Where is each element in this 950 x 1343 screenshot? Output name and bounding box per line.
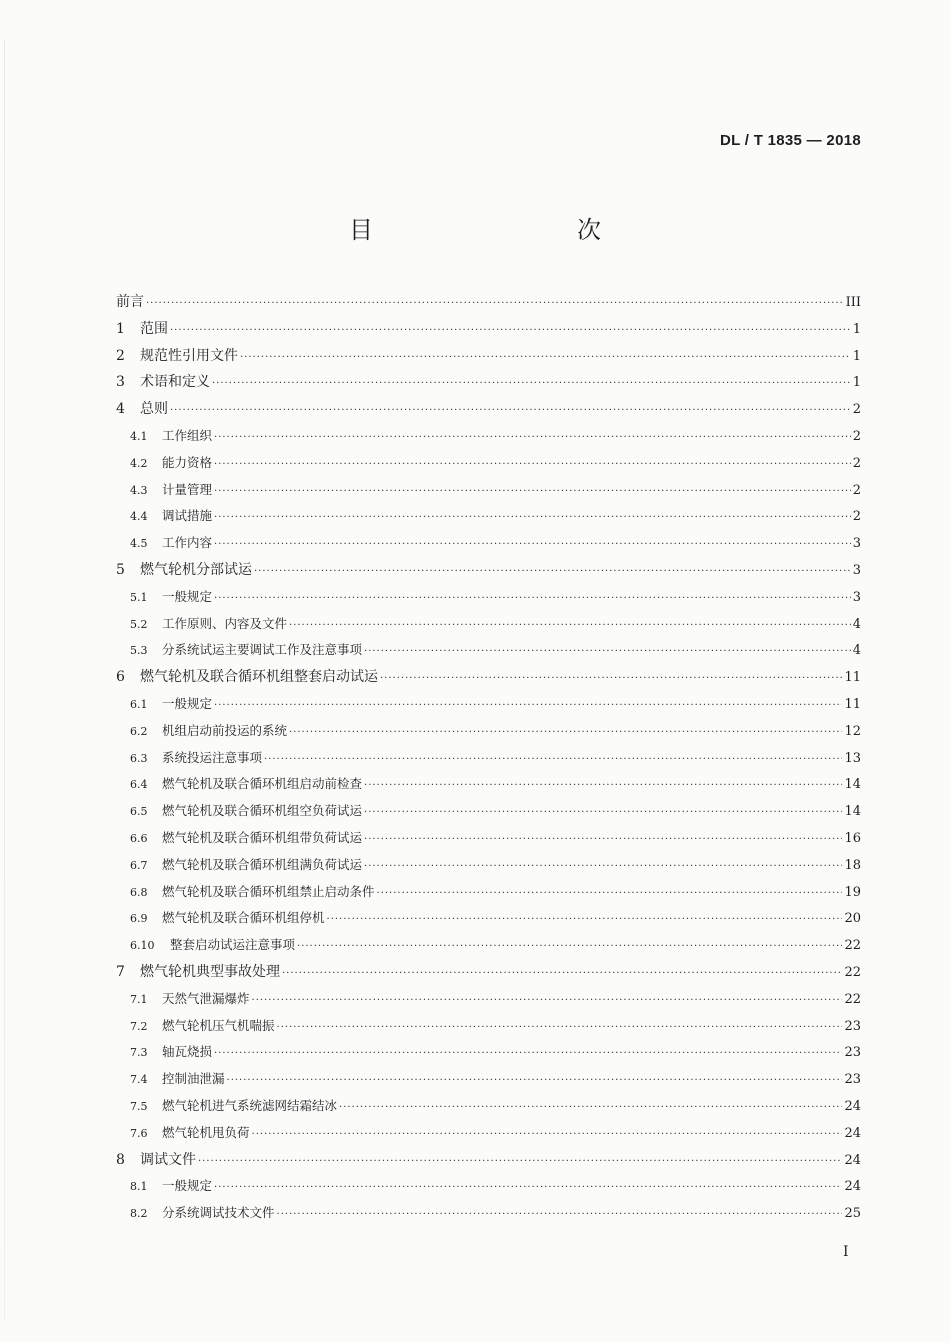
toc-leader-dots <box>277 1202 843 1229</box>
toc-leader-dots <box>214 505 851 532</box>
toc-leader-dots <box>198 1149 842 1176</box>
toc-entry[interactable] <box>116 986 861 1013</box>
toc-leader-dots <box>212 371 851 398</box>
toc-leader-dots <box>282 961 842 988</box>
toc-entry-number: 7.3 <box>130 1046 148 1060</box>
toc-entry-number: 6.5 <box>130 805 148 819</box>
toc-entry[interactable] <box>116 718 861 745</box>
toc-entry-page: 19 <box>844 884 861 900</box>
toc-entry-number: 5.1 <box>130 590 148 604</box>
toc-entry-title: 术语和定义 <box>140 374 210 391</box>
toc-entry-title: 前言 <box>116 294 144 310</box>
toc-entry-number: 6.6 <box>130 831 148 845</box>
toc-entry[interactable] <box>116 1066 861 1093</box>
toc-entry-title: 燃气轮机及联合循环机组空负荷试运 <box>162 803 363 819</box>
toc-entry-page: 3 <box>852 536 861 552</box>
toc-entry[interactable] <box>116 905 861 932</box>
toc-entry-number: 6.3 <box>130 751 148 765</box>
toc-leader-dots <box>240 345 851 372</box>
toc-entry-page: 24 <box>844 1179 861 1195</box>
toc-entry-number: 4.1 <box>130 429 148 443</box>
toc-entry[interactable] <box>116 664 861 691</box>
toc-leader-dots <box>297 934 842 961</box>
toc-entry-title: 天然气泄漏爆炸 <box>162 990 250 1006</box>
toc-entry[interactable] <box>116 557 861 584</box>
toc-entry-page: 2 <box>852 428 861 444</box>
toc-leader-dots <box>380 666 842 693</box>
toc-entry-page: 4 <box>852 616 861 632</box>
toc-entry-number: 8.2 <box>130 1207 148 1221</box>
toc-entry-title: 一般规定 <box>162 588 213 604</box>
toc-entry-page: 2 <box>852 509 861 525</box>
toc-entry[interactable] <box>116 691 861 718</box>
toc-leader-dots <box>214 1175 842 1202</box>
toc-entry-number: 7.1 <box>130 992 148 1006</box>
toc-entry[interactable] <box>116 611 861 638</box>
toc-entry[interactable] <box>116 771 861 798</box>
toc-leader-dots <box>252 988 843 1015</box>
toc-entry-title: 调试文件 <box>140 1151 196 1168</box>
toc-entry-page: 11 <box>844 670 861 686</box>
toc-entry-number: 6.8 <box>130 885 148 899</box>
toc-entry-number: 7.6 <box>130 1126 148 1140</box>
toc-entry[interactable] <box>116 503 861 530</box>
toc-entry[interactable] <box>116 396 861 423</box>
toc-entry-page: 24 <box>844 1125 861 1141</box>
toc-entry-title: 机组启动前投运的系统 <box>162 722 288 738</box>
toc-leader-dots <box>214 1041 842 1068</box>
toc-entry[interactable] <box>116 584 861 611</box>
toc-entry-title: 调试措施 <box>162 508 213 524</box>
toc-entry-number: 7 <box>116 963 125 980</box>
toc-entry[interactable] <box>116 316 861 343</box>
toc-entry-number: 7.2 <box>130 1019 148 1033</box>
toc-entry-number: 5.3 <box>130 644 148 658</box>
toc-entry-title: 规范性引用文件 <box>140 347 238 364</box>
toc-entry-number: 6.4 <box>130 778 148 792</box>
toc-entry-page: 22 <box>844 964 861 980</box>
toc-entry-page: 3 <box>852 562 861 578</box>
toc-entry-number: 8 <box>116 1151 125 1168</box>
toc-entry-page: 1 <box>852 348 861 364</box>
toc-entry-number: 6.2 <box>130 724 148 738</box>
toc-entry-title: 控制油泄漏 <box>162 1071 225 1087</box>
toc-entry-title: 燃气轮机典型事故处理 <box>140 963 280 980</box>
toc-entry[interactable] <box>116 289 861 316</box>
toc-entry-page: 2 <box>852 482 861 498</box>
toc-entry-page: 2 <box>852 455 861 471</box>
toc-leader-dots <box>214 452 851 479</box>
toc-entry[interactable] <box>116 1013 861 1040</box>
toc-entry-title: 分系统试运主要调试工作及注意事项 <box>162 642 363 658</box>
toc-leader-dots <box>227 1068 843 1095</box>
table-of-contents <box>116 289 861 1227</box>
toc-entry[interactable] <box>116 745 861 772</box>
toc-entry-number: 4.5 <box>130 537 148 551</box>
toc-leader-dots <box>339 1095 842 1122</box>
toc-entry[interactable] <box>116 879 861 906</box>
toc-entry[interactable] <box>116 1200 861 1227</box>
toc-entry-title: 工作组织 <box>162 427 213 443</box>
toc-entry-page: 14 <box>844 804 861 820</box>
toc-entry[interactable] <box>116 369 861 396</box>
toc-entry-page: 13 <box>844 750 861 766</box>
toc-entry-number: 2 <box>116 347 125 364</box>
toc-leader-dots <box>214 586 851 613</box>
toc-leader-dots <box>214 479 851 506</box>
toc-entry-page: 1 <box>852 375 861 391</box>
toc-entry-number: 7.4 <box>130 1073 148 1087</box>
toc-entry-title: 整套启动试运注意事项 <box>170 937 296 953</box>
toc-entry-title: 工作原则、内容及文件 <box>162 615 288 631</box>
toc-entry-number: 4.4 <box>130 510 148 524</box>
toc-entry-title: 一般规定 <box>162 695 213 711</box>
toc-entry[interactable] <box>116 423 861 450</box>
toc-entry-number: 5 <box>116 561 125 578</box>
toc-entry-number: 6.1 <box>130 697 148 711</box>
toc-entry-page: 4 <box>852 643 861 659</box>
toc-entry-page: 23 <box>844 1018 861 1034</box>
toc-entry-number: 4.3 <box>130 483 148 497</box>
toc-entry-number: 4.2 <box>130 456 148 470</box>
toc-entry[interactable] <box>116 852 861 879</box>
toc-leader-dots <box>364 827 842 854</box>
toc-entry-page: 14 <box>844 777 861 793</box>
toc-entry-page: 22 <box>844 991 861 1007</box>
toc-leader-dots <box>264 747 842 774</box>
toc-entry-number: 3 <box>116 374 125 391</box>
toc-entry[interactable] <box>116 932 861 959</box>
page-number: I <box>843 1244 849 1260</box>
toc-entry[interactable] <box>116 959 861 986</box>
toc-entry-title: 范围 <box>140 320 168 337</box>
toc-entry[interactable] <box>116 1093 861 1120</box>
toc-entry-page: 11 <box>844 696 861 712</box>
toc-entry-title: 燃气轮机及联合循环机组停机 <box>162 910 325 926</box>
toc-leader-dots <box>254 559 851 586</box>
toc-leader-dots <box>364 800 842 827</box>
toc-entry-title: 燃气轮机分部试运 <box>140 561 252 578</box>
page-title: 目 次 <box>349 216 653 244</box>
toc-leader-dots <box>214 693 842 720</box>
toc-entry-page: 22 <box>844 938 861 954</box>
toc-leader-dots <box>214 425 851 452</box>
toc-leader-dots <box>364 773 842 800</box>
toc-entry[interactable] <box>116 530 861 557</box>
toc-entry-number: 6 <box>116 669 125 686</box>
toc-entry-number: 7.5 <box>130 1099 148 1113</box>
toc-entry-page: 23 <box>844 1072 861 1088</box>
toc-entry-number: 6.9 <box>130 912 148 926</box>
toc-entry-page: 3 <box>852 589 861 605</box>
toc-leader-dots <box>214 532 851 559</box>
toc-entry-page: 24 <box>844 1152 861 1168</box>
toc-leader-dots <box>327 907 843 934</box>
toc-entry-title: 燃气轮机及联合循环机组整套启动试运 <box>140 669 378 686</box>
toc-entry-number: 5.2 <box>130 617 148 631</box>
toc-leader-dots <box>377 881 843 908</box>
toc-entry-title: 计量管理 <box>162 481 213 497</box>
toc-leader-dots <box>364 639 851 666</box>
toc-entry-page: 23 <box>844 1045 861 1061</box>
toc-entry[interactable] <box>116 825 861 852</box>
toc-entry-title: 燃气轮机压气机喘振 <box>162 1017 275 1033</box>
toc-leader-dots <box>289 720 842 747</box>
toc-entry-page: 1 <box>852 321 861 337</box>
toc-leader-dots <box>252 1122 843 1149</box>
toc-entry-page: 25 <box>844 1206 861 1222</box>
toc-entry-number: 1 <box>116 320 125 337</box>
toc-entry-number: 6.7 <box>130 858 148 872</box>
toc-entry-title: 燃气轮机进气系统滤网结霜结冰 <box>162 1097 338 1113</box>
toc-entry-title: 燃气轮机及联合循环机组满负荷试运 <box>162 856 363 872</box>
toc-entry-page: 2 <box>852 402 861 418</box>
standard-code: DL / T 1835 — 2018 <box>719 132 861 149</box>
toc-entry-page: 16 <box>844 830 861 846</box>
toc-entry-number: 8.1 <box>130 1180 148 1194</box>
toc-entry[interactable] <box>116 1173 861 1200</box>
toc-leader-dots <box>277 1015 843 1042</box>
toc-entry-title: 燃气轮机及联合循环机组带负荷试运 <box>162 829 363 845</box>
toc-entry-title: 总则 <box>140 401 168 418</box>
toc-entry-title: 一般规定 <box>162 1178 213 1194</box>
toc-entry-title: 工作内容 <box>162 535 213 551</box>
toc-entry-number: 6.10 <box>130 939 155 953</box>
toc-entry-page: 12 <box>844 723 861 739</box>
toc-entry-title: 燃气轮机及联合循环机组启动前检查 <box>162 776 363 792</box>
toc-entry[interactable] <box>116 637 861 664</box>
toc-entry[interactable] <box>116 1147 861 1174</box>
toc-entry[interactable] <box>116 798 861 825</box>
toc-entry-title: 分系统调试技术文件 <box>162 1205 275 1221</box>
toc-entry-page: 24 <box>844 1098 861 1114</box>
toc-entry-title: 能力资格 <box>162 454 213 470</box>
toc-entry-page: 18 <box>844 857 861 873</box>
toc-entry-page: 20 <box>844 911 861 927</box>
toc-entry-title: 系统投运注意事项 <box>162 749 263 765</box>
toc-entry-title: 轴瓦烧损 <box>162 1044 213 1060</box>
toc-entry-title: 燃气轮机及联合循环机组禁止启动条件 <box>162 883 375 899</box>
toc-leader-dots <box>289 613 851 640</box>
toc-leader-dots <box>170 318 851 345</box>
toc-entry[interactable] <box>116 450 861 477</box>
toc-leader-dots <box>364 854 842 881</box>
toc-entry[interactable] <box>116 343 861 370</box>
toc-entry-title: 燃气轮机甩负荷 <box>162 1124 250 1140</box>
toc-leader-dots <box>170 398 851 425</box>
toc-entry[interactable] <box>116 1120 861 1147</box>
toc-leader-dots <box>146 291 844 318</box>
toc-entry-page: III <box>845 295 861 310</box>
toc-entry-number: 4 <box>116 401 125 418</box>
toc-entry[interactable] <box>116 1039 861 1066</box>
toc-entry[interactable] <box>116 477 861 504</box>
